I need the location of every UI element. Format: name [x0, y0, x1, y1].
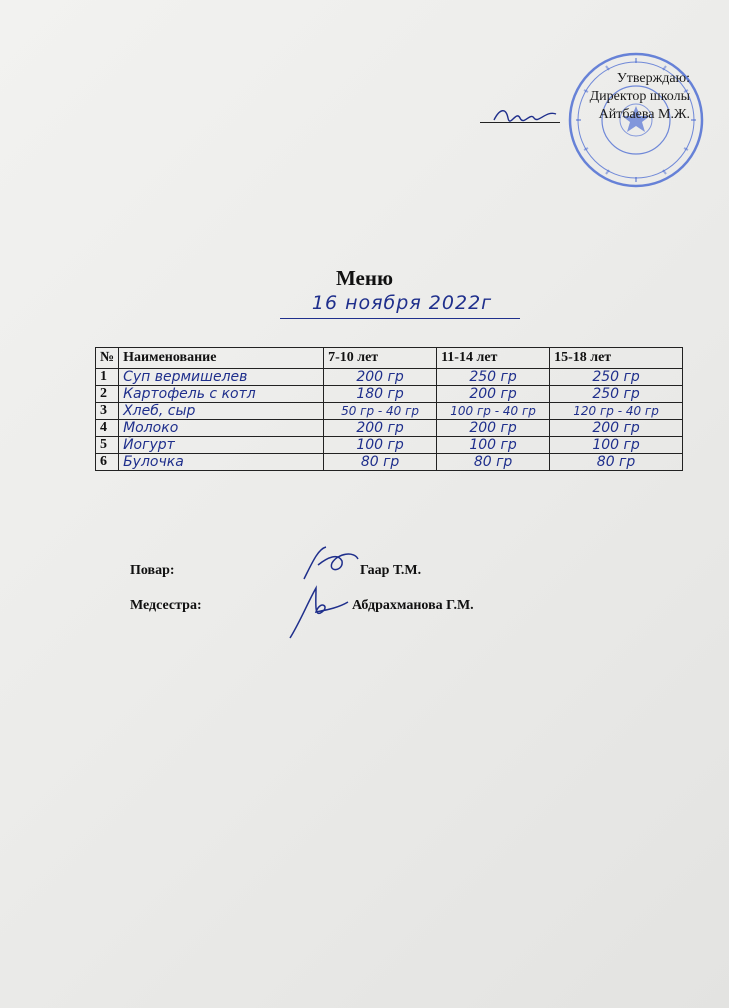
- table-row: [96, 420, 683, 437]
- row-num: 1: [96, 369, 119, 386]
- director-name: Айтбаева М.Ж.: [598, 107, 690, 122]
- menu-table: [95, 347, 683, 471]
- row-dish: Картофель с котл: [119, 386, 324, 403]
- table-row: [96, 454, 683, 471]
- row-qty-11-14: 200 гр: [437, 386, 550, 403]
- row-dish: Хлеб, сыр: [119, 403, 324, 420]
- row-qty-15-18: 100 гр: [550, 437, 683, 454]
- row-num: 4: [96, 420, 119, 437]
- date-underline: [280, 318, 520, 319]
- row-num: 3: [96, 403, 119, 420]
- row-qty-11-14: 250 гр: [437, 369, 550, 386]
- row-qty-11-14: 200 гр: [437, 420, 550, 437]
- header-age-7-10: 7-10 лет: [324, 348, 437, 369]
- approval-heading: Утверждаю:: [616, 71, 690, 86]
- row-qty-15-18: 250 гр: [550, 386, 683, 403]
- nurse-label: Медсестра:: [130, 598, 202, 613]
- row-qty-11-14: 100 гр: [437, 437, 550, 454]
- row-dish: Булочка: [119, 454, 324, 471]
- row-dish: Суп вермишелев: [119, 369, 324, 386]
- cook-signature: [298, 543, 368, 583]
- cook-name: Гаар Т.М.: [360, 563, 422, 578]
- table-row: [96, 437, 683, 454]
- row-qty-7-10: 180 гр: [324, 386, 437, 403]
- row-qty-7-10: 200 гр: [324, 420, 437, 437]
- row-dish: Йогурт: [119, 437, 324, 454]
- row-qty-15-18: 120 гр - 40 гр: [550, 403, 683, 420]
- row-qty-7-10: 80 гр: [324, 454, 437, 471]
- row-qty-15-18: 80 гр: [550, 454, 683, 471]
- row-qty-15-18: 200 гр: [550, 420, 683, 437]
- director-title: Директор школы: [589, 89, 690, 104]
- header-age-11-14: 11-14 лет: [437, 348, 550, 369]
- director-signature: [490, 104, 560, 126]
- table-row: [96, 369, 683, 386]
- table-row: [96, 403, 683, 420]
- nurse-signature: [286, 582, 356, 642]
- table-row: [96, 386, 683, 403]
- row-qty-15-18: 250 гр: [550, 369, 683, 386]
- header-name: Наименование: [119, 348, 324, 369]
- row-num: 5: [96, 437, 119, 454]
- row-num: 6: [96, 454, 119, 471]
- table-header-row: [96, 348, 683, 369]
- menu-date: 16 ноября 2022г: [311, 292, 493, 314]
- row-qty-11-14: 100 гр - 40 гр: [437, 403, 550, 420]
- row-qty-7-10: 100 гр: [324, 437, 437, 454]
- cook-label: Повар:: [130, 563, 175, 578]
- nurse-name: Абдрахманова Г.М.: [352, 598, 474, 613]
- page-title: Меню: [335, 266, 393, 290]
- row-qty-7-10: 200 гр: [324, 369, 437, 386]
- approval-block: [540, 70, 690, 124]
- row-qty-11-14: 80 гр: [437, 454, 550, 471]
- header-age-15-18: 15-18 лет: [550, 348, 683, 369]
- row-qty-7-10: 50 гр - 40 гр: [324, 403, 437, 420]
- header-num: №: [96, 348, 119, 369]
- row-dish: Молоко: [119, 420, 324, 437]
- row-num: 2: [96, 386, 119, 403]
